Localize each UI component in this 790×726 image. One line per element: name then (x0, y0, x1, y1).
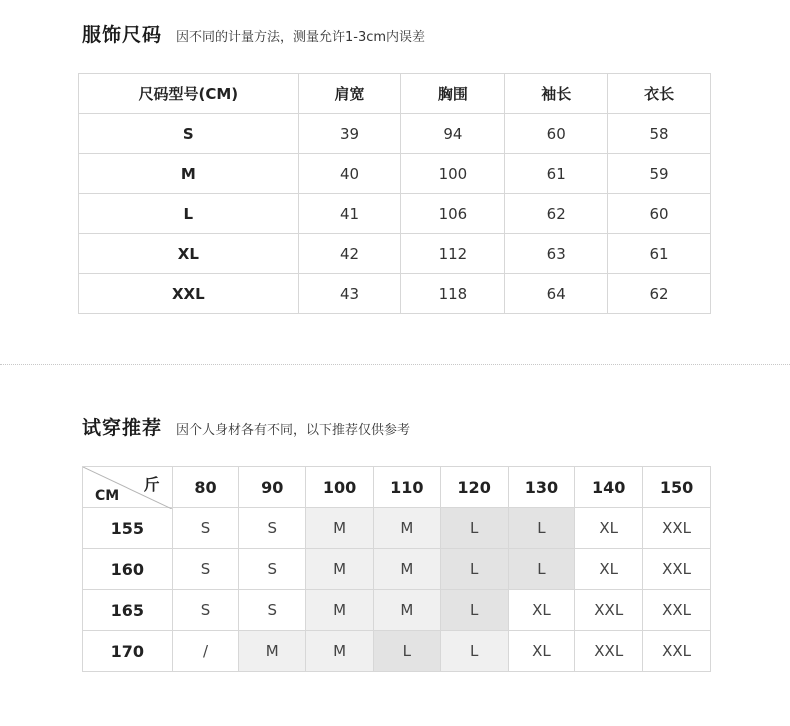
weight-header: 90 (239, 467, 306, 508)
size-chart-column-header: 尺码型号(CM) (79, 74, 299, 114)
size-chart-header (82, 20, 425, 47)
height-unit-label: CM (95, 488, 120, 504)
size-name-cell: M (79, 154, 299, 194)
recommended-size-cell: S (172, 549, 239, 590)
table-cell: 106 (401, 194, 505, 234)
recommendation-title: 试穿推荐 (82, 417, 163, 439)
size-name-cell: XL (79, 234, 299, 274)
table-cell: 43 (298, 274, 401, 314)
recommended-size-cell: S (239, 549, 306, 590)
table-cell: 60 (608, 194, 711, 234)
table-cell: 63 (505, 234, 608, 274)
height-label: 165 (83, 590, 173, 631)
weight-header: 80 (172, 467, 239, 508)
recommended-size-cell: XXL (575, 590, 643, 631)
table-cell: 39 (298, 114, 401, 154)
height-label: 155 (83, 508, 173, 549)
recommended-size-cell: M (306, 549, 374, 590)
size-chart-header-row (79, 74, 711, 114)
recommended-size-cell: XXL (643, 590, 711, 631)
recommended-size-cell: L (373, 631, 440, 672)
recommended-size-cell: S (239, 508, 306, 549)
recommended-size-cell: L (508, 508, 575, 549)
table-cell: 112 (401, 234, 505, 274)
weight-header: 100 (306, 467, 374, 508)
size-chart-column-header: 肩宽 (298, 74, 401, 114)
size-name-cell: L (79, 194, 299, 234)
section-divider (0, 364, 790, 365)
table-cell: 118 (401, 274, 505, 314)
recommended-size-cell: XL (508, 631, 575, 672)
weight-header: 110 (373, 467, 440, 508)
recommendation-subtitle: 因个人身材各有不同，以下推荐仅供参考 (176, 423, 411, 438)
size-name-cell: XXL (79, 274, 299, 314)
weight-header: 140 (575, 467, 643, 508)
size-name-cell: S (79, 114, 299, 154)
table-cell: 60 (505, 114, 608, 154)
recommended-size-cell: XXL (643, 549, 711, 590)
recommended-size-cell: L (440, 631, 508, 672)
recommended-size-cell: XXL (575, 631, 643, 672)
height-label: 170 (83, 631, 173, 672)
recommended-size-cell: L (508, 549, 575, 590)
weight-header: 130 (508, 467, 575, 508)
table-row (83, 631, 711, 672)
recommended-size-cell: L (440, 508, 508, 549)
recommendation-header-row (83, 467, 711, 508)
recommended-size-cell: XXL (643, 631, 711, 672)
recommendation-table (82, 466, 711, 672)
recommendation-header (82, 413, 410, 440)
recommended-size-cell: L (440, 549, 508, 590)
table-cell: 61 (608, 234, 711, 274)
height-label: 160 (83, 549, 173, 590)
table-cell: 62 (505, 194, 608, 234)
table-row (83, 590, 711, 631)
recommended-size-cell: / (172, 631, 239, 672)
table-cell: 94 (401, 114, 505, 154)
table-row (83, 508, 711, 549)
recommended-size-cell: S (172, 508, 239, 549)
recommended-size-cell: S (172, 590, 239, 631)
recommended-size-cell: M (373, 549, 440, 590)
table-cell: 64 (505, 274, 608, 314)
recommended-size-cell: XL (575, 508, 643, 549)
table-row (79, 154, 711, 194)
table-row (79, 114, 711, 154)
recommended-size-cell: M (306, 631, 374, 672)
recommended-size-cell: M (306, 508, 374, 549)
size-chart-column-header: 袖长 (505, 74, 608, 114)
table-row (83, 549, 711, 590)
table-cell: 40 (298, 154, 401, 194)
table-cell: 41 (298, 194, 401, 234)
recommended-size-cell: M (239, 631, 306, 672)
weight-header: 120 (440, 467, 508, 508)
table-row (79, 234, 711, 274)
corner-cell (83, 467, 173, 508)
table-cell: 59 (608, 154, 711, 194)
table-row (79, 194, 711, 234)
recommended-size-cell: XL (575, 549, 643, 590)
table-cell: 62 (608, 274, 711, 314)
recommended-size-cell: XXL (643, 508, 711, 549)
size-chart-title: 服饰尺码 (82, 24, 163, 46)
table-row (79, 274, 711, 314)
recommended-size-cell: M (373, 590, 440, 631)
table-cell: 100 (401, 154, 505, 194)
size-chart-column-header: 衣长 (608, 74, 711, 114)
recommended-size-cell: XL (508, 590, 575, 631)
recommended-size-cell: L (440, 590, 508, 631)
weight-unit-label: 斤 (143, 475, 160, 494)
size-chart-subtitle: 因不同的计量方法，测量允许1-3cm内误差 (176, 30, 426, 45)
size-chart-table (78, 73, 711, 314)
table-cell: 42 (298, 234, 401, 274)
recommended-size-cell: S (239, 590, 306, 631)
weight-header: 150 (643, 467, 711, 508)
recommended-size-cell: M (306, 590, 374, 631)
table-cell: 58 (608, 114, 711, 154)
size-chart-column-header: 胸围 (401, 74, 505, 114)
recommended-size-cell: M (373, 508, 440, 549)
table-cell: 61 (505, 154, 608, 194)
